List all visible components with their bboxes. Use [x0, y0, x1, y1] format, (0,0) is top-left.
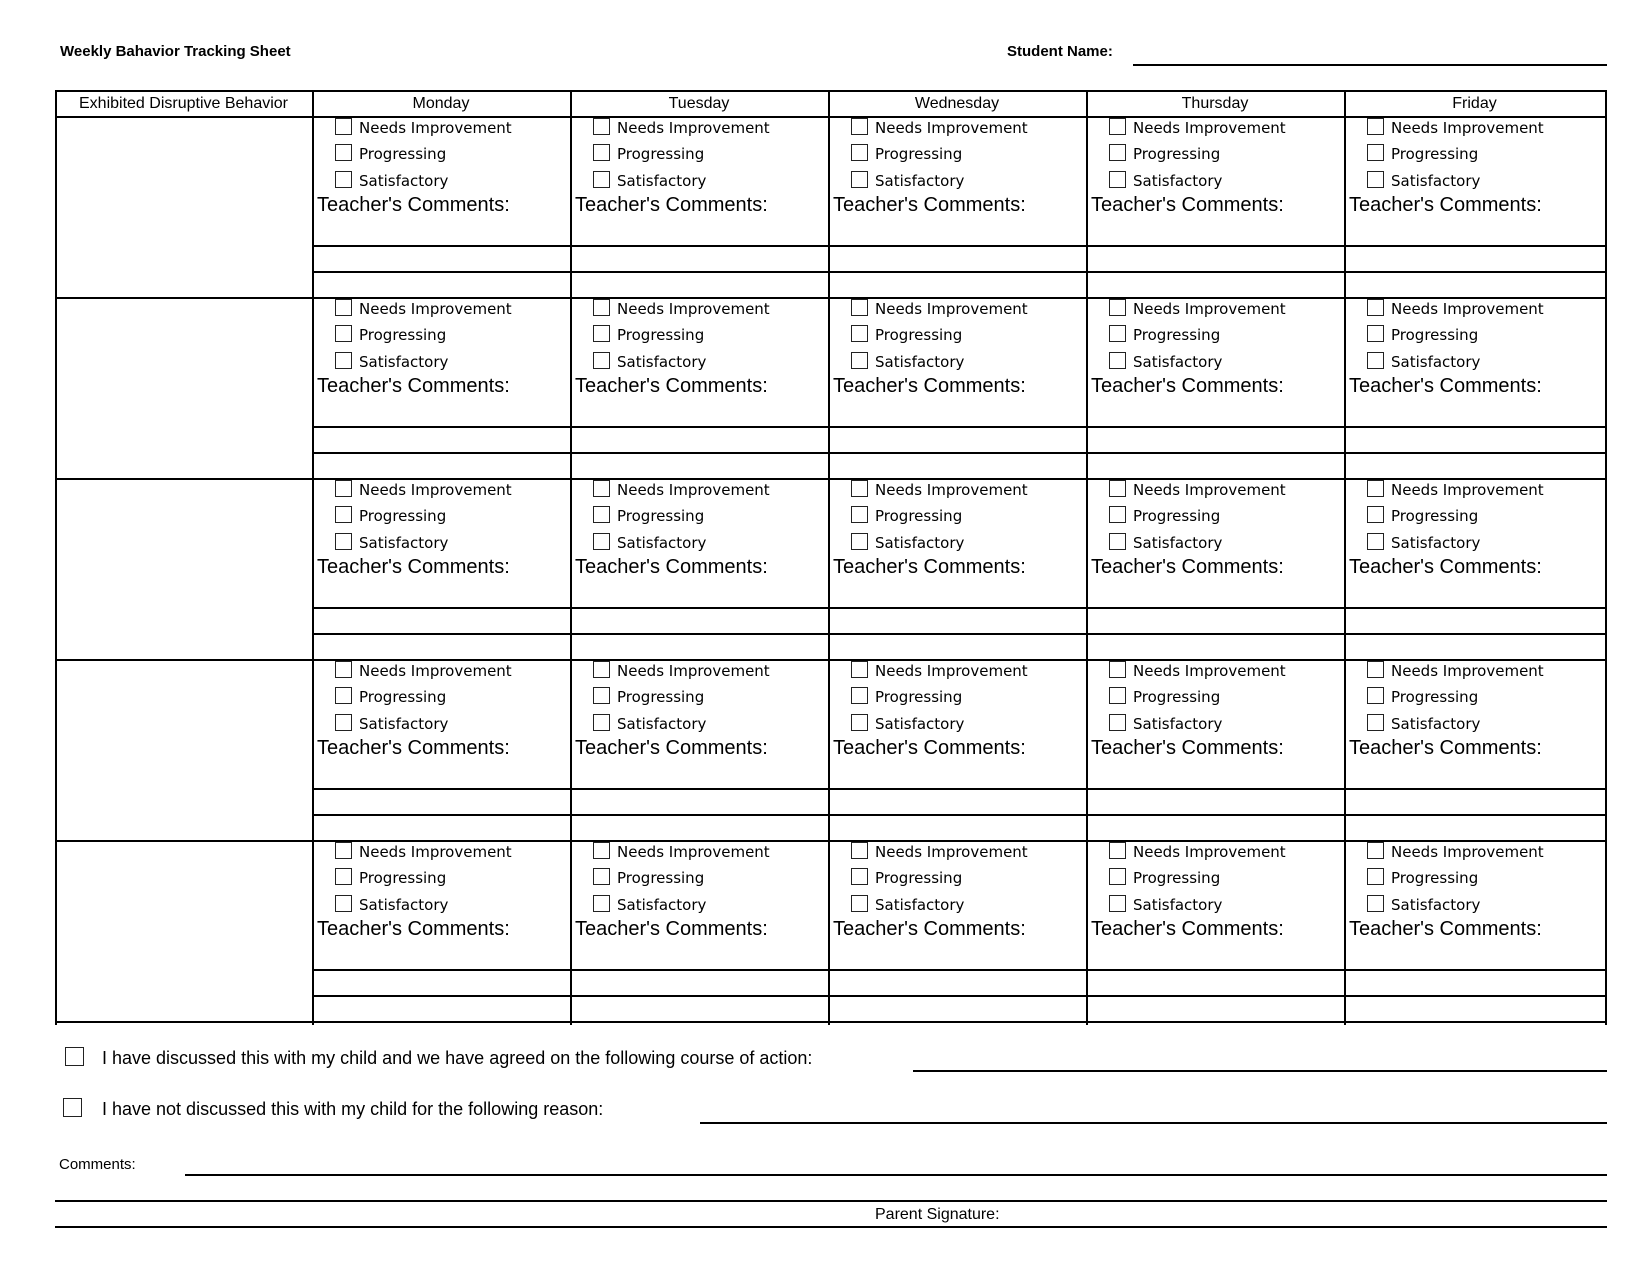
satisfactory-label: Satisfactory — [359, 715, 449, 733]
satisfactory-label: Satisfactory — [875, 353, 965, 371]
comment-line[interactable] — [312, 271, 1605, 273]
progressing-checkbox[interactable] — [851, 687, 868, 704]
satisfactory-checkbox[interactable] — [335, 352, 352, 369]
progressing-checkbox[interactable] — [335, 325, 352, 342]
teacher-comments-label: Teacher's Comments: — [575, 737, 768, 759]
sheet-title: Weekly Bahavior Tracking Sheet — [60, 43, 291, 60]
column-divider — [1344, 90, 1346, 1025]
progressing-label: Progressing — [875, 326, 963, 344]
day-header: Wednesday — [914, 95, 1000, 112]
progressing-label: Progressing — [1133, 869, 1221, 887]
progressing-checkbox[interactable] — [593, 506, 610, 523]
progressing-label: Progressing — [359, 326, 447, 344]
comment-line[interactable] — [312, 245, 1605, 247]
needs-improvement-checkbox[interactable] — [593, 480, 610, 497]
needs-improvement-checkbox[interactable] — [1109, 299, 1126, 316]
teacher-comments-label: Teacher's Comments: — [1091, 194, 1284, 216]
satisfactory-checkbox[interactable] — [1109, 895, 1126, 912]
needs-improvement-checkbox[interactable] — [335, 842, 352, 859]
comments-line-2[interactable] — [55, 1200, 1607, 1202]
needs-improvement-checkbox[interactable] — [593, 299, 610, 316]
needs-improvement-label: Needs Improvement — [1391, 481, 1544, 499]
needs-improvement-label: Needs Improvement — [359, 481, 512, 499]
progressing-label: Progressing — [1133, 145, 1221, 163]
teacher-comments-label: Teacher's Comments: — [1091, 556, 1284, 578]
discussed-statement: I have discussed this with my child and we have agreed on the following course of action: — [102, 1048, 813, 1068]
needs-improvement-checkbox[interactable] — [1109, 118, 1126, 135]
progressing-label: Progressing — [359, 869, 447, 887]
behavior-cell[interactable] — [57, 299, 310, 476]
discussed-checkbox[interactable] — [65, 1047, 84, 1066]
reason-line[interactable] — [700, 1122, 1607, 1124]
progressing-checkbox[interactable] — [335, 687, 352, 704]
teacher-comments-label: Teacher's Comments: — [1349, 375, 1542, 397]
satisfactory-label: Satisfactory — [1391, 172, 1481, 190]
teacher-comments-label: Teacher's Comments: — [317, 556, 510, 578]
teacher-comments-label: Teacher's Comments: — [575, 194, 768, 216]
behavior-column-header: Exhibited Disruptive Behavior — [79, 95, 288, 112]
comment-line[interactable] — [312, 788, 1605, 790]
parent-signature-line[interactable] — [55, 1226, 1607, 1228]
needs-improvement-label: Needs Improvement — [617, 300, 770, 318]
progressing-checkbox[interactable] — [593, 687, 610, 704]
satisfactory-checkbox[interactable] — [851, 533, 868, 550]
needs-improvement-checkbox[interactable] — [851, 299, 868, 316]
needs-improvement-checkbox[interactable] — [1367, 661, 1384, 678]
satisfactory-checkbox[interactable] — [335, 533, 352, 550]
progressing-checkbox[interactable] — [1109, 506, 1126, 523]
needs-improvement-checkbox[interactable] — [335, 118, 352, 135]
comments-label: Comments: — [59, 1156, 136, 1173]
needs-improvement-label: Needs Improvement — [875, 481, 1028, 499]
satisfactory-label: Satisfactory — [1133, 715, 1223, 733]
column-divider — [570, 90, 572, 1025]
satisfactory-label: Satisfactory — [617, 896, 707, 914]
needs-improvement-checkbox[interactable] — [593, 842, 610, 859]
not-discussed-statement: I have not discussed this with my child for the following reason: — [102, 1099, 604, 1119]
progressing-label: Progressing — [617, 869, 705, 887]
progressing-label: Progressing — [875, 869, 963, 887]
teacher-comments-label: Teacher's Comments: — [833, 375, 1026, 397]
comment-line[interactable] — [312, 969, 1605, 971]
column-divider — [312, 90, 314, 1025]
column-divider — [1605, 90, 1607, 1025]
row-divider — [55, 1021, 1607, 1023]
satisfactory-checkbox[interactable] — [1109, 171, 1126, 188]
teacher-comments-label: Teacher's Comments: — [1349, 737, 1542, 759]
satisfactory-label: Satisfactory — [1133, 534, 1223, 552]
needs-improvement-checkbox[interactable] — [335, 299, 352, 316]
progressing-label: Progressing — [875, 145, 963, 163]
progressing-checkbox[interactable] — [335, 868, 352, 885]
satisfactory-label: Satisfactory — [1391, 715, 1481, 733]
progressing-label: Progressing — [1391, 145, 1479, 163]
needs-improvement-label: Needs Improvement — [875, 300, 1028, 318]
satisfactory-checkbox[interactable] — [1367, 714, 1384, 731]
satisfactory-checkbox[interactable] — [851, 714, 868, 731]
satisfactory-checkbox[interactable] — [593, 895, 610, 912]
progressing-label: Progressing — [1391, 507, 1479, 525]
behavior-cell[interactable] — [57, 480, 310, 657]
day-header: Friday — [1452, 95, 1497, 112]
satisfactory-checkbox[interactable] — [851, 171, 868, 188]
progressing-label: Progressing — [875, 507, 963, 525]
progressing-checkbox[interactable] — [1367, 506, 1384, 523]
satisfactory-label: Satisfactory — [617, 715, 707, 733]
teacher-comments-label: Teacher's Comments: — [575, 556, 768, 578]
day-header: Thursday — [1181, 95, 1249, 112]
teacher-comments-label: Teacher's Comments: — [1091, 375, 1284, 397]
progressing-checkbox[interactable] — [593, 144, 610, 161]
teacher-comments-label: Teacher's Comments: — [1091, 918, 1284, 940]
teacher-comments-label: Teacher's Comments: — [575, 918, 768, 940]
behavior-cell[interactable] — [57, 118, 310, 295]
progressing-label: Progressing — [875, 688, 963, 706]
teacher-comments-label: Teacher's Comments: — [317, 918, 510, 940]
satisfactory-checkbox[interactable] — [851, 895, 868, 912]
needs-improvement-checkbox[interactable] — [851, 661, 868, 678]
teacher-comments-label: Teacher's Comments: — [833, 556, 1026, 578]
satisfactory-checkbox[interactable] — [335, 714, 352, 731]
needs-improvement-checkbox[interactable] — [1367, 299, 1384, 316]
satisfactory-checkbox[interactable] — [1109, 533, 1126, 550]
satisfactory-label: Satisfactory — [617, 534, 707, 552]
comment-line[interactable] — [312, 633, 1605, 635]
satisfactory-label: Satisfactory — [1133, 353, 1223, 371]
progressing-checkbox[interactable] — [1367, 868, 1384, 885]
satisfactory-checkbox[interactable] — [1367, 352, 1384, 369]
needs-improvement-label: Needs Improvement — [875, 662, 1028, 680]
progressing-checkbox[interactable] — [1109, 687, 1126, 704]
satisfactory-label: Satisfactory — [617, 172, 707, 190]
progressing-checkbox[interactable] — [851, 325, 868, 342]
progressing-checkbox[interactable] — [335, 144, 352, 161]
needs-improvement-checkbox[interactable] — [593, 661, 610, 678]
satisfactory-checkbox[interactable] — [335, 895, 352, 912]
satisfactory-label: Satisfactory — [1133, 896, 1223, 914]
progressing-label: Progressing — [1133, 326, 1221, 344]
satisfactory-checkbox[interactable] — [1109, 714, 1126, 731]
needs-improvement-label: Needs Improvement — [617, 843, 770, 861]
progressing-label: Progressing — [1391, 869, 1479, 887]
satisfactory-checkbox[interactable] — [851, 352, 868, 369]
behavior-cell[interactable] — [57, 842, 310, 1019]
teacher-comments-label: Teacher's Comments: — [317, 737, 510, 759]
behavior-tracking-table — [55, 90, 1607, 1025]
comment-line[interactable] — [312, 452, 1605, 454]
satisfactory-label: Satisfactory — [359, 534, 449, 552]
needs-improvement-label: Needs Improvement — [1133, 481, 1286, 499]
behavior-cell[interactable] — [57, 661, 310, 838]
teacher-comments-label: Teacher's Comments: — [1091, 737, 1284, 759]
progressing-checkbox[interactable] — [1367, 325, 1384, 342]
column-divider — [828, 90, 830, 1025]
needs-improvement-checkbox[interactable] — [1367, 118, 1384, 135]
satisfactory-label: Satisfactory — [875, 896, 965, 914]
satisfactory-checkbox[interactable] — [593, 171, 610, 188]
student-name-label: Student Name: — [1007, 43, 1113, 60]
needs-improvement-checkbox[interactable] — [335, 480, 352, 497]
teacher-comments-label: Teacher's Comments: — [575, 375, 768, 397]
progressing-label: Progressing — [617, 688, 705, 706]
satisfactory-label: Satisfactory — [359, 353, 449, 371]
needs-improvement-label: Needs Improvement — [359, 662, 512, 680]
satisfactory-checkbox[interactable] — [593, 533, 610, 550]
satisfactory-checkbox[interactable] — [1367, 533, 1384, 550]
progressing-label: Progressing — [359, 145, 447, 163]
satisfactory-label: Satisfactory — [1391, 896, 1481, 914]
needs-improvement-label: Needs Improvement — [617, 662, 770, 680]
comment-line[interactable] — [312, 995, 1605, 997]
progressing-label: Progressing — [617, 507, 705, 525]
progressing-checkbox[interactable] — [593, 868, 610, 885]
needs-improvement-checkbox[interactable] — [335, 661, 352, 678]
teacher-comments-label: Teacher's Comments: — [833, 737, 1026, 759]
parent-signature-label: Parent Signature: — [875, 1206, 1000, 1223]
progressing-label: Progressing — [1133, 688, 1221, 706]
teacher-comments-label: Teacher's Comments: — [833, 194, 1026, 216]
progressing-label: Progressing — [359, 507, 447, 525]
progressing-checkbox[interactable] — [851, 506, 868, 523]
not-discussed-checkbox[interactable] — [63, 1098, 82, 1117]
progressing-checkbox[interactable] — [851, 868, 868, 885]
satisfactory-label: Satisfactory — [875, 715, 965, 733]
needs-improvement-label: Needs Improvement — [875, 119, 1028, 137]
needs-improvement-label: Needs Improvement — [1391, 843, 1544, 861]
satisfactory-label: Satisfactory — [617, 353, 707, 371]
satisfactory-label: Satisfactory — [1133, 172, 1223, 190]
satisfactory-checkbox[interactable] — [1367, 895, 1384, 912]
teacher-comments-label: Teacher's Comments: — [1349, 556, 1542, 578]
teacher-comments-label: Teacher's Comments: — [317, 375, 510, 397]
day-header: Tuesday — [668, 95, 730, 112]
needs-improvement-label: Needs Improvement — [617, 481, 770, 499]
needs-improvement-checkbox[interactable] — [1367, 480, 1384, 497]
satisfactory-checkbox[interactable] — [335, 171, 352, 188]
needs-improvement-checkbox[interactable] — [1109, 480, 1126, 497]
progressing-label: Progressing — [1133, 507, 1221, 525]
comment-line[interactable] — [312, 426, 1605, 428]
progressing-label: Progressing — [359, 688, 447, 706]
needs-improvement-label: Needs Improvement — [1391, 300, 1544, 318]
needs-improvement-checkbox[interactable] — [1109, 842, 1126, 859]
comment-line[interactable] — [312, 814, 1605, 816]
satisfactory-label: Satisfactory — [875, 534, 965, 552]
progressing-checkbox[interactable] — [1367, 144, 1384, 161]
needs-improvement-label: Needs Improvement — [1391, 662, 1544, 680]
needs-improvement-label: Needs Improvement — [875, 843, 1028, 861]
table-border-top — [55, 90, 1607, 92]
progressing-label: Progressing — [617, 145, 705, 163]
teacher-comments-label: Teacher's Comments: — [317, 194, 510, 216]
comments-line-1[interactable] — [185, 1174, 1607, 1176]
needs-improvement-label: Needs Improvement — [1133, 843, 1286, 861]
needs-improvement-label: Needs Improvement — [359, 300, 512, 318]
satisfactory-label: Satisfactory — [359, 172, 449, 190]
needs-improvement-checkbox[interactable] — [593, 118, 610, 135]
satisfactory-checkbox[interactable] — [593, 352, 610, 369]
needs-improvement-checkbox[interactable] — [851, 842, 868, 859]
satisfactory-label: Satisfactory — [359, 896, 449, 914]
progressing-label: Progressing — [1391, 326, 1479, 344]
needs-improvement-checkbox[interactable] — [851, 480, 868, 497]
teacher-comments-label: Teacher's Comments: — [1349, 194, 1542, 216]
needs-improvement-label: Needs Improvement — [617, 119, 770, 137]
progressing-checkbox[interactable] — [1109, 144, 1126, 161]
progressing-checkbox[interactable] — [1367, 687, 1384, 704]
satisfactory-label: Satisfactory — [1391, 534, 1481, 552]
satisfactory-checkbox[interactable] — [1367, 171, 1384, 188]
satisfactory-checkbox[interactable] — [593, 714, 610, 731]
needs-improvement-label: Needs Improvement — [359, 119, 512, 137]
needs-improvement-checkbox[interactable] — [1367, 842, 1384, 859]
progressing-checkbox[interactable] — [593, 325, 610, 342]
progressing-label: Progressing — [1391, 688, 1479, 706]
progressing-checkbox[interactable] — [1109, 325, 1126, 342]
needs-improvement-label: Needs Improvement — [1133, 662, 1286, 680]
needs-improvement-label: Needs Improvement — [1133, 119, 1286, 137]
progressing-label: Progressing — [617, 326, 705, 344]
needs-improvement-label: Needs Improvement — [359, 843, 512, 861]
comment-line[interactable] — [312, 607, 1605, 609]
satisfactory-label: Satisfactory — [1391, 353, 1481, 371]
progressing-checkbox[interactable] — [1109, 868, 1126, 885]
student-name-field[interactable] — [1133, 64, 1607, 66]
progressing-checkbox[interactable] — [335, 506, 352, 523]
needs-improvement-checkbox[interactable] — [1109, 661, 1126, 678]
column-divider — [1086, 90, 1088, 1025]
progressing-checkbox[interactable] — [851, 144, 868, 161]
satisfactory-label: Satisfactory — [875, 172, 965, 190]
teacher-comments-label: Teacher's Comments: — [1349, 918, 1542, 940]
teacher-comments-label: Teacher's Comments: — [833, 918, 1026, 940]
course-of-action-line[interactable] — [913, 1070, 1607, 1072]
needs-improvement-label: Needs Improvement — [1391, 119, 1544, 137]
needs-improvement-checkbox[interactable] — [851, 118, 868, 135]
needs-improvement-label: Needs Improvement — [1133, 300, 1286, 318]
satisfactory-checkbox[interactable] — [1109, 352, 1126, 369]
day-header: Monday — [412, 95, 470, 112]
